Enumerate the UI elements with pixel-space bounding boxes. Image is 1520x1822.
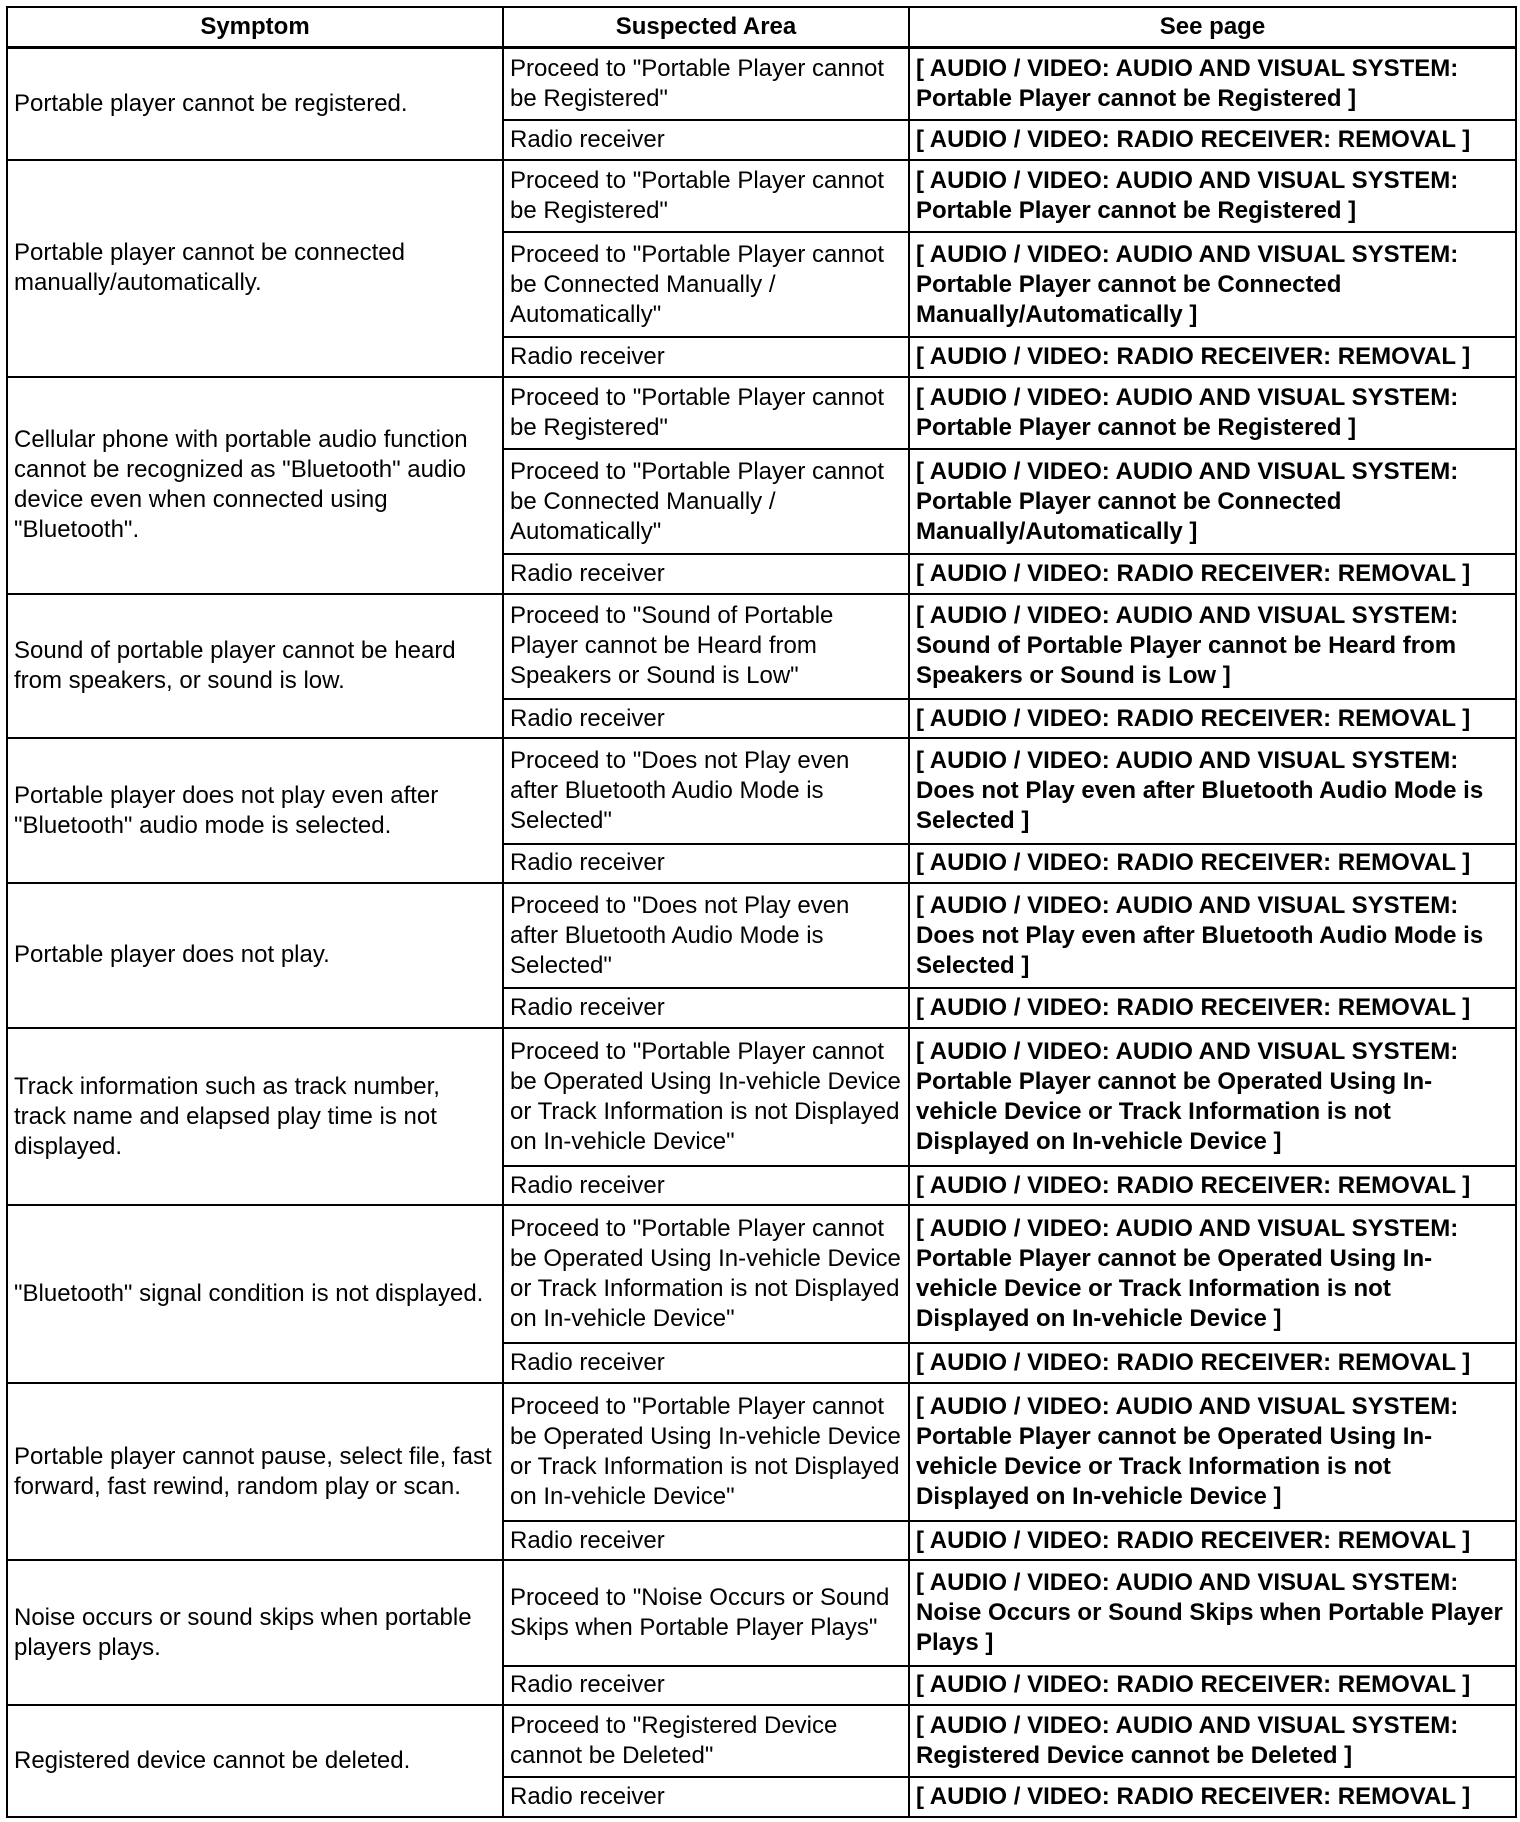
- see-page-reference[interactable]: [ AUDIO / VIDEO: AUDIO AND VISUAL SYSTEM: Does not Play even after Bluetooth Audio Mode is Selected ]: [909, 738, 1516, 843]
- suspected-area-cell: Radio receiver: [503, 120, 909, 159]
- see-page-reference[interactable]: [ AUDIO / VIDEO: RADIO RECEIVER: REMOVAL ]: [909, 554, 1516, 593]
- table-body: [7, 48, 1516, 1818]
- see-page-reference[interactable]: [ AUDIO / VIDEO: AUDIO AND VISUAL SYSTEM: Does not Play even after Bluetooth Audio Mode is Selected ]: [909, 883, 1516, 988]
- table-row: [7, 1205, 1516, 1343]
- suspected-area-cell: Radio receiver: [503, 1343, 909, 1382]
- see-page-reference[interactable]: [ AUDIO / VIDEO: AUDIO AND VISUAL SYSTEM: Portable Player cannot be Registered ]: [909, 160, 1516, 232]
- table-row: [7, 48, 1516, 121]
- suspected-area-cell: Radio receiver: [503, 1666, 909, 1705]
- suspected-area-cell: Radio receiver: [503, 988, 909, 1027]
- header-symptom: Symptom: [7, 7, 503, 48]
- table-row: [7, 594, 1516, 699]
- see-page-reference[interactable]: [ AUDIO / VIDEO: RADIO RECEIVER: REMOVAL ]: [909, 1166, 1516, 1205]
- table-row: [7, 883, 1516, 988]
- suspected-area-cell: Radio receiver: [503, 337, 909, 376]
- suspected-area-cell: Radio receiver: [503, 1521, 909, 1560]
- suspected-area-cell: Proceed to "Sound of Portable Player cannot be Heard from Speakers or Sound is Low": [503, 594, 909, 699]
- table-row: [7, 377, 1516, 449]
- suspected-area-cell: Radio receiver: [503, 844, 909, 883]
- table-row: [7, 160, 1516, 232]
- table-row: [7, 1560, 1516, 1665]
- suspected-area-cell: Proceed to "Portable Player cannot be Operated Using In-vehicle Device or Track Information is not Displayed on In-vehicle Device": [503, 1028, 909, 1166]
- suspected-area-cell: Proceed to "Portable Player cannot be Registered": [503, 160, 909, 232]
- suspected-area-cell: Radio receiver: [503, 1166, 909, 1205]
- see-page-reference[interactable]: [ AUDIO / VIDEO: RADIO RECEIVER: REMOVAL ]: [909, 1343, 1516, 1382]
- header-row: [7, 7, 1516, 48]
- symptom-cell: Cellular phone with portable audio function cannot be recognized as "Bluetooth" audio device even when connected using "Bluetooth".: [7, 377, 503, 594]
- header-suspected-area: Suspected Area: [503, 7, 909, 48]
- see-page-reference[interactable]: [ AUDIO / VIDEO: AUDIO AND VISUAL SYSTEM: Sound of Portable Player cannot be Heard from Speakers or Sound is Low ]: [909, 594, 1516, 699]
- see-page-reference[interactable]: [ AUDIO / VIDEO: RADIO RECEIVER: REMOVAL ]: [909, 337, 1516, 376]
- symptom-cell: Track information such as track number, track name and elapsed play time is not displayed.: [7, 1028, 503, 1206]
- symptom-cell: Portable player cannot pause, select file, fast forward, fast rewind, random play or scan.: [7, 1383, 503, 1561]
- suspected-area-cell: Proceed to "Does not Play even after Bluetooth Audio Mode is Selected": [503, 883, 909, 988]
- symptom-cell: Portable player does not play even after "Bluetooth" audio mode is selected.: [7, 738, 503, 883]
- symptom-cell: Noise occurs or sound skips when portable players plays.: [7, 1560, 503, 1705]
- see-page-reference[interactable]: [ AUDIO / VIDEO: AUDIO AND VISUAL SYSTEM: Portable Player cannot be Connected Manually/Automatically ]: [909, 232, 1516, 337]
- see-page-reference[interactable]: [ AUDIO / VIDEO: AUDIO AND VISUAL SYSTEM: Portable Player cannot be Operated Using In-vehicle Device or Track Information is not Displayed on In-vehicle Device ]: [909, 1028, 1516, 1166]
- suspected-area-cell: Radio receiver: [503, 554, 909, 593]
- see-page-reference[interactable]: [ AUDIO / VIDEO: RADIO RECEIVER: REMOVAL ]: [909, 120, 1516, 159]
- suspected-area-cell: Proceed to "Portable Player cannot be Registered": [503, 48, 909, 121]
- see-page-reference[interactable]: [ AUDIO / VIDEO: RADIO RECEIVER: REMOVAL ]: [909, 1777, 1516, 1817]
- suspected-area-cell: Radio receiver: [503, 699, 909, 738]
- symptom-cell: Portable player cannot be registered.: [7, 48, 503, 160]
- symptom-table: [6, 6, 1517, 1818]
- see-page-reference[interactable]: [ AUDIO / VIDEO: AUDIO AND VISUAL SYSTEM: Noise Occurs or Sound Skips when Portable Player Plays ]: [909, 1560, 1516, 1665]
- see-page-reference[interactable]: [ AUDIO / VIDEO: AUDIO AND VISUAL SYSTEM: Portable Player cannot be Connected Manually/Automatically ]: [909, 449, 1516, 554]
- see-page-reference[interactable]: [ AUDIO / VIDEO: AUDIO AND VISUAL SYSTEM: Portable Player cannot be Operated Using In-vehicle Device or Track Information is not Displayed on In-vehicle Device ]: [909, 1205, 1516, 1343]
- suspected-area-cell: Proceed to "Registered Device cannot be Deleted": [503, 1705, 909, 1777]
- suspected-area-cell: Radio receiver: [503, 1777, 909, 1817]
- see-page-reference[interactable]: [ AUDIO / VIDEO: AUDIO AND VISUAL SYSTEM: Registered Device cannot be Deleted ]: [909, 1705, 1516, 1777]
- table-row: [7, 738, 1516, 843]
- table-row: [7, 1383, 1516, 1521]
- header-see-page: See page: [909, 7, 1516, 48]
- see-page-reference[interactable]: [ AUDIO / VIDEO: RADIO RECEIVER: REMOVAL ]: [909, 844, 1516, 883]
- symptom-cell: Portable player cannot be connected manually/automatically.: [7, 160, 503, 377]
- see-page-reference[interactable]: [ AUDIO / VIDEO: RADIO RECEIVER: REMOVAL ]: [909, 988, 1516, 1027]
- suspected-area-cell: Proceed to "Does not Play even after Bluetooth Audio Mode is Selected": [503, 738, 909, 843]
- suspected-area-cell: Proceed to "Portable Player cannot be Connected Manually / Automatically": [503, 449, 909, 554]
- see-page-reference[interactable]: [ AUDIO / VIDEO: AUDIO AND VISUAL SYSTEM: Portable Player cannot be Operated Using In-vehicle Device or Track Information is not Displayed on In-vehicle Device ]: [909, 1383, 1516, 1521]
- table-row: [7, 1028, 1516, 1166]
- see-page-reference[interactable]: [ AUDIO / VIDEO: RADIO RECEIVER: REMOVAL ]: [909, 699, 1516, 738]
- see-page-reference[interactable]: [ AUDIO / VIDEO: RADIO RECEIVER: REMOVAL ]: [909, 1521, 1516, 1560]
- see-page-reference[interactable]: [ AUDIO / VIDEO: AUDIO AND VISUAL SYSTEM: Portable Player cannot be Registered ]: [909, 48, 1516, 121]
- symptom-cell: "Bluetooth" signal condition is not displayed.: [7, 1205, 503, 1383]
- suspected-area-cell: Proceed to "Noise Occurs or Sound Skips when Portable Player Plays": [503, 1560, 909, 1665]
- table-row: [7, 1705, 1516, 1777]
- see-page-reference[interactable]: [ AUDIO / VIDEO: AUDIO AND VISUAL SYSTEM: Portable Player cannot be Registered ]: [909, 377, 1516, 449]
- suspected-area-cell: Proceed to "Portable Player cannot be Registered": [503, 377, 909, 449]
- symptom-cell: Sound of portable player cannot be heard from speakers, or sound is low.: [7, 594, 503, 739]
- suspected-area-cell: Proceed to "Portable Player cannot be Operated Using In-vehicle Device or Track Information is not Displayed on In-vehicle Device": [503, 1205, 909, 1343]
- see-page-reference[interactable]: [ AUDIO / VIDEO: RADIO RECEIVER: REMOVAL ]: [909, 1666, 1516, 1705]
- symptom-cell: Portable player does not play.: [7, 883, 503, 1028]
- suspected-area-cell: Proceed to "Portable Player cannot be Operated Using In-vehicle Device or Track Information is not Displayed on In-vehicle Device": [503, 1383, 909, 1521]
- suspected-area-cell: Proceed to "Portable Player cannot be Connected Manually / Automatically": [503, 232, 909, 337]
- symptom-cell: Registered device cannot be deleted.: [7, 1705, 503, 1817]
